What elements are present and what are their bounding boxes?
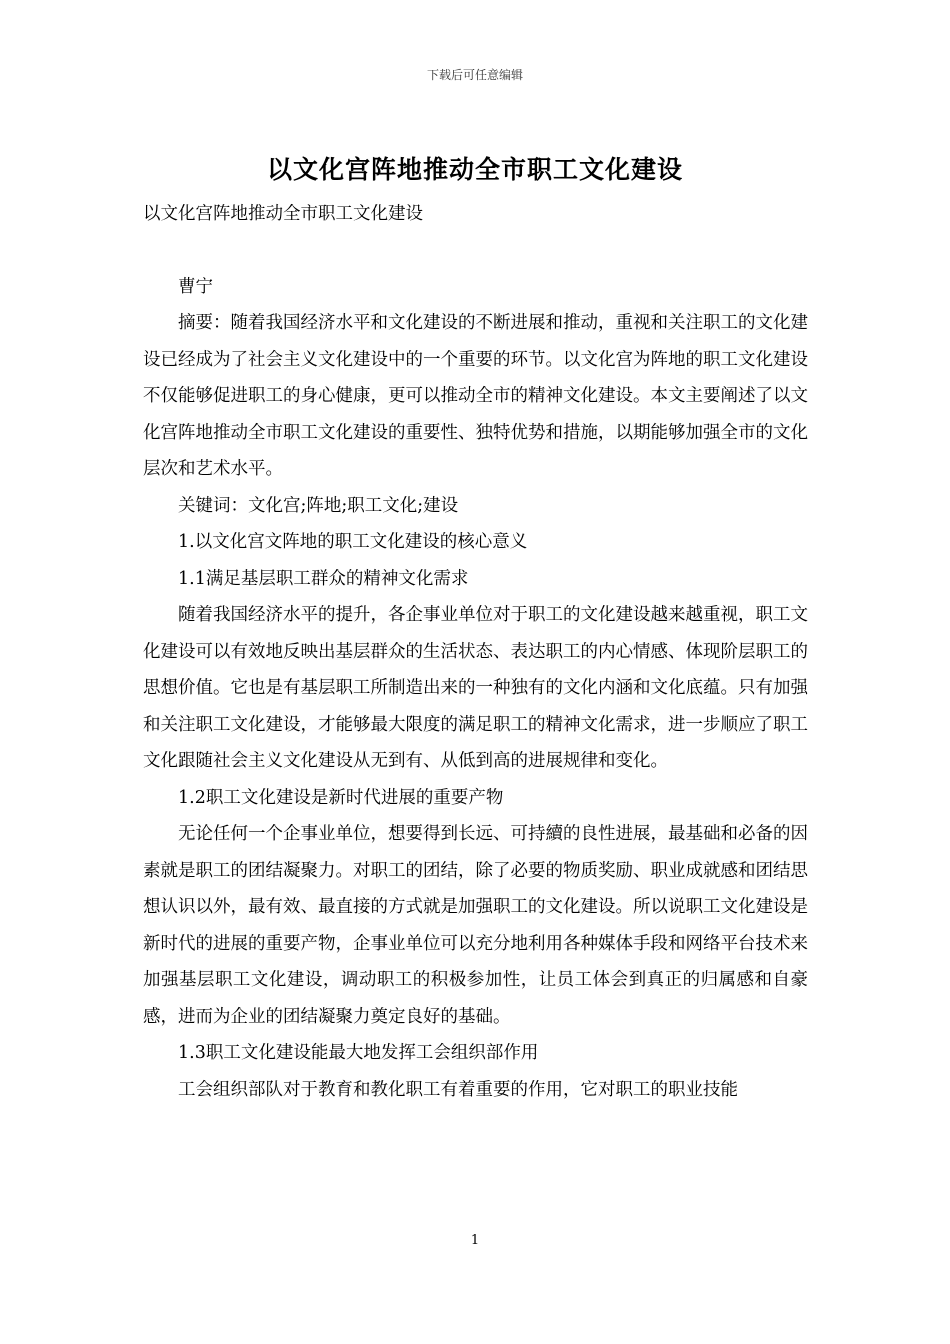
subsection-heading: 1.1满足基层职工群众的精神文化需求 — [178, 568, 469, 589]
body-paragraph: 工会组织部队对于教育和教化职工有着重要的作用，它对职工的职业技能 — [178, 1079, 738, 1100]
body-paragraph: 无论任何一个企事业单位，想要得到长远、可持續的良性进展，最基础和必备的因素就是职工的团结凝聚力。对职工的团结，除了必要的物质奖励、职业成就感和团结思想认识以外，最有效、最直接的方式就是加强职工的文化建设。所以说职工文化建设是新时代的进展的重要产物，企事业单位可以充分地利用各种媒体手段和网络平台技术来加强基层职工文化建设，调动职工的积极参加性，让员工体会到真正的归属感和自豪感，进而为企业的团结凝聚力奠定良好的基础。 — [143, 824, 808, 1027]
document-title: 以文化宫阵地推动全市职工文化建设 — [266, 155, 683, 184]
body-paragraph: 随着我国经济水平的提升，各企事业单位对于职工的文化建设越来越重视，职工文化建设可以有效地反映出基层群众的生活状态、表达职工的内心情感、体现阶层职工的思想价值。它也是有基层职工所制造出来的一种独有的文化内涵和文化底蕴。只有加强和关注职工文化建设，才能够最大限度的满足职工的精神文化需求，进一步顺应了职工文化跟随社会主义文化建设从无到有、从低到高的进展规律和变化。 — [143, 605, 808, 771]
document-body — [143, 196, 808, 1108]
blank-line — [143, 233, 808, 269]
subsection-heading: 1.3职工文化建设能最大地发挥工会组织部作用 — [178, 1043, 539, 1063]
section-heading: 1.以文化宫文阵地的职工文化建设的核心意义 — [178, 532, 528, 552]
abstract-paragraph: 摘要：随着我国经济水平和文化建设的不断进展和推动，重视和关注职工的文化建设已经成为了社会主义文化建设中的一个重要的环节。以文化宫为阵地的职工文化建设不仅能够促进职工的身心健康，更可以推动全市的精神文化建设。本文主要阐述了以文化宫阵地推动全市职工文化建设的重要性、独特优势和措施，以期能够加强全市的文化层次和艺术水平。 — [143, 313, 808, 479]
subsection-heading: 1.2职工文化建设是新时代进展的重要产物 — [178, 787, 504, 808]
document-subtitle: 以文化宫阵地推动全市职工文化建设 — [143, 204, 423, 224]
keywords-paragraph: 关键词：文化宫;阵地;职工文化;建设 — [178, 495, 459, 516]
page-number: 1 — [470, 1233, 480, 1248]
page-header: 下载后可任意编辑 — [426, 68, 523, 82]
author-name: 曹宁 — [178, 276, 213, 297]
